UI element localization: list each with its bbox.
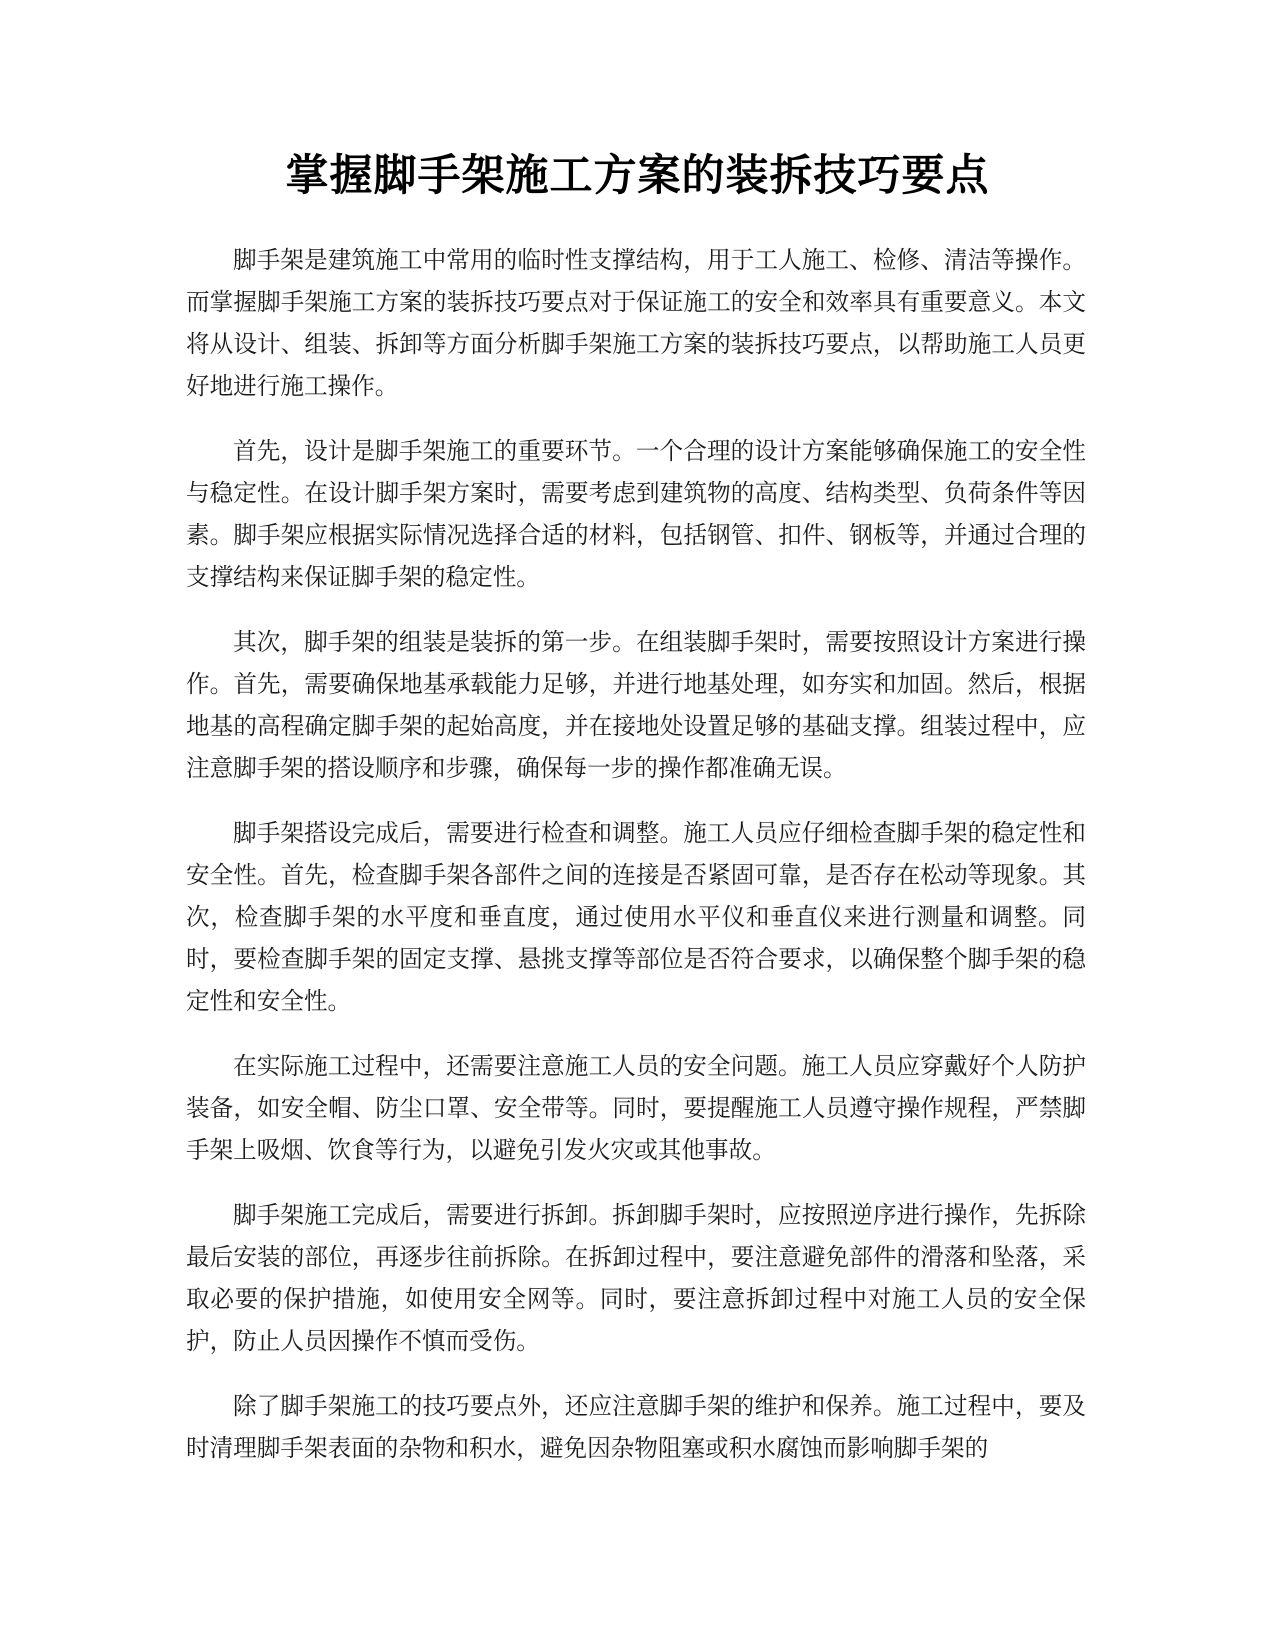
- paragraph-maintenance: 除了脚手架施工的技巧要点外，还应注意脚手架的维护和保养。施工过程中，要及时清理脚手架表面的杂物和积水，避免因杂物阻塞或积水腐蚀而影响脚手架的: [186, 1392, 1086, 1462]
- document-body: [186, 239, 1086, 1492]
- paragraph-assembly: 其次，脚手架的组装是装拆的第一步。在组装脚手架时，需要按照设计方案进行操作。首先，需要确保地基承载能力足够，并进行地基处理，如夯实和加固。然后，根据地基的高程确定脚手架的起始高度，并在接地处设置足够的基础支撑。组装过程中，应注意脚手架的搭设顺序和步骤，确保每一步的操作都准确无误。: [186, 628, 1086, 782]
- paragraph-design: 首先，设计是脚手架施工的重要环节。一个合理的设计方案能够确保施工的安全性与稳定性。在设计脚手架方案时，需要考虑到建筑物的高度、结构类型、负荷条件等因素。脚手架应根据实际情况选择合适的材料，包括钢管、扣件、钢板等，并通过合理的支撑结构来保证脚手架的稳定性。: [186, 437, 1086, 591]
- paragraph-intro: 脚手架是建筑施工中常用的临时性支撑结构，用于工人施工、检修、清洁等操作。而掌握脚手架施工方案的装拆技巧要点对于保证施工的安全和效率具有重要意义。本文将从设计、组装、拆卸等方面分析脚手架施工方案的装拆技巧要点，以帮助施工人员更好地进行施工操作。: [186, 246, 1086, 400]
- paragraph-worker-safety: 在实际施工过程中，还需要注意施工人员的安全问题。施工人员应穿戴好个人防护装备，如安全帽、防尘口罩、安全带等。同时，要提醒施工人员遵守操作规程，严禁脚手架上吸烟、饮食等行为，以避免引发火灾或其他事故。: [186, 1052, 1086, 1164]
- paragraph-inspection: 脚手架搭设完成后，需要进行检查和调整。施工人员应仔细检查脚手架的稳定性和安全性。首先，检查脚手架各部件之间的连接是否紧固可靠，是否存在松动等现象。其次，检查脚手架的水平度和垂直度，通过使用水平仪和垂直仪来进行测量和调整。同时，要检查脚手架的固定支撑、悬挑支撑等部位是否符合要求，以确保整个脚手架的稳定性和安全性。: [186, 819, 1086, 1015]
- page-title: 掌握脚手架施工方案的装拆技巧要点: [285, 151, 990, 201]
- paragraph-dismantling: 脚手架施工完成后，需要进行拆卸。拆卸脚手架时，应按照逆序进行操作，先拆除最后安装的部位，再逐步往前拆除。在拆卸过程中，要注意避免部件的滑落和坠落，采取必要的保护措施，如使用安全网等。同时，要注意拆卸过程中对施工人员的安全保护，防止人员因操作不慎而受伤。: [186, 1201, 1086, 1355]
